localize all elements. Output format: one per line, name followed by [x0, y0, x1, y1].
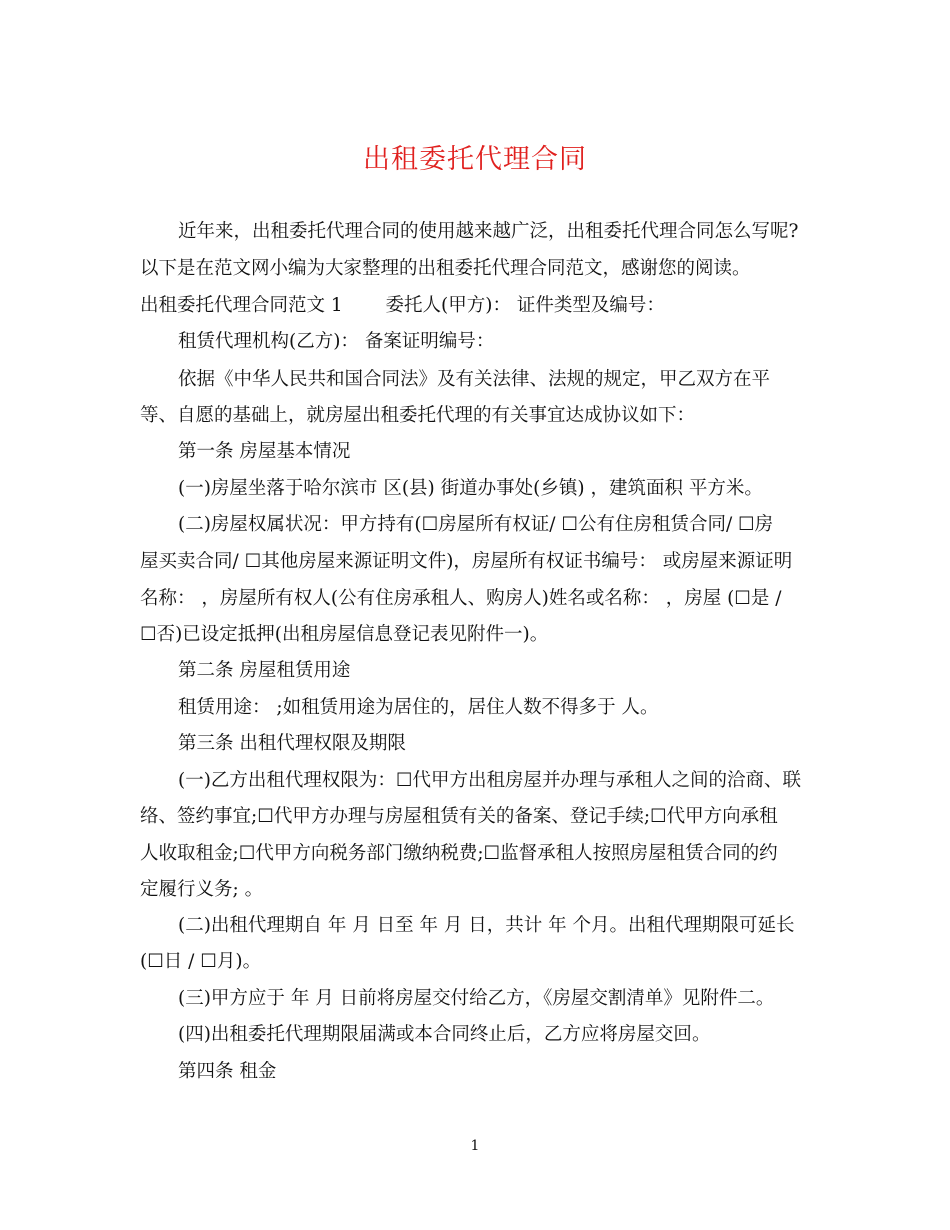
paragraph-line: 络、签约事宜;☐代甲方办理与房屋租赁有关的备案、登记手续;☐代甲方向承租	[140, 806, 778, 827]
document-title: 出租委托代理合同	[363, 144, 587, 175]
paragraph-line: (☐日 / ☐月)。	[140, 951, 262, 972]
paragraph-line: 依据《中华人民共和国合同法》及有关法律、法规的规定，甲乙双方在平	[178, 369, 771, 390]
paragraph-line: (一)乙方出租代理权限为：☐代甲方出租房屋并办理与承租人之间的洽商、联	[178, 770, 802, 791]
page-number: 1	[470, 1138, 480, 1154]
paragraph-line: ☐否)已设定抵押(出租房屋信息登记表见附件一)。	[140, 624, 549, 645]
paragraph-line: (四)出租委托代理期限届满或本合同终止后，乙方应将房屋交回。	[178, 1024, 711, 1045]
section-heading: 第二条 房屋租赁用途	[178, 660, 351, 681]
paragraph-line: 名称： ，房屋所有权人(公有住房承租人、购房人)姓名或名称： ，房屋 (☐是 /	[140, 588, 782, 609]
paragraph-line: 人收取租金;☐代甲方向税务部门缴纳税费;☐监督承租人按照房屋租赁合同的约	[140, 843, 778, 864]
paragraph-line: 屋买卖合同/ ☐其他房屋来源证明文件)，房屋所有权证书编号： 或房屋来源证明	[140, 551, 793, 572]
section-heading: 第四条 租金	[178, 1061, 277, 1082]
paragraph-line: 近年来，出租委托代理合同的使用越来越广泛，出租委托代理合同怎么写呢?	[178, 221, 799, 242]
paragraph-line: 等、自愿的基础上，就房屋出租委托代理的有关事宜达成协议如下：	[140, 405, 696, 426]
paragraph-line: 以下是在范文网小编为大家整理的出租委托代理合同范文，感谢您的阅读。	[140, 258, 751, 279]
paragraph-line: 定履行义务; 。	[140, 879, 264, 900]
paragraph-line: (二)出租代理期自 年 月 日至 年 月 日，共计 年 个月。出租代理期限可延长	[178, 915, 795, 936]
paragraph-line: 租赁用途： ;如租赁用途为居住的，居住人数不得多于 人。	[178, 697, 659, 718]
section-heading: 第三条 出租代理权限及期限	[178, 733, 406, 754]
paragraph-line: 出租委托代理合同范文 1 委托人(甲方)： 证件类型及编号：	[140, 295, 665, 316]
paragraph-line: (三)甲方应于 年 月 日前将房屋交付给乙方，《房屋交割清单》见附件二。	[178, 988, 775, 1009]
paragraph-line: (一)房屋坐落于哈尔滨市 区(县) 街道办事处(乡镇) ，建筑面积 平方米。	[178, 478, 763, 499]
section-heading: 第一条 房屋基本情况	[178, 441, 351, 462]
paragraph-line: (二)房屋权属状况：甲方持有(☐房屋所有权证/ ☐公有住房租赁合同/ ☐房	[178, 514, 774, 535]
paragraph-line: 租赁代理机构(乙方)： 备案证明编号：	[178, 331, 495, 352]
